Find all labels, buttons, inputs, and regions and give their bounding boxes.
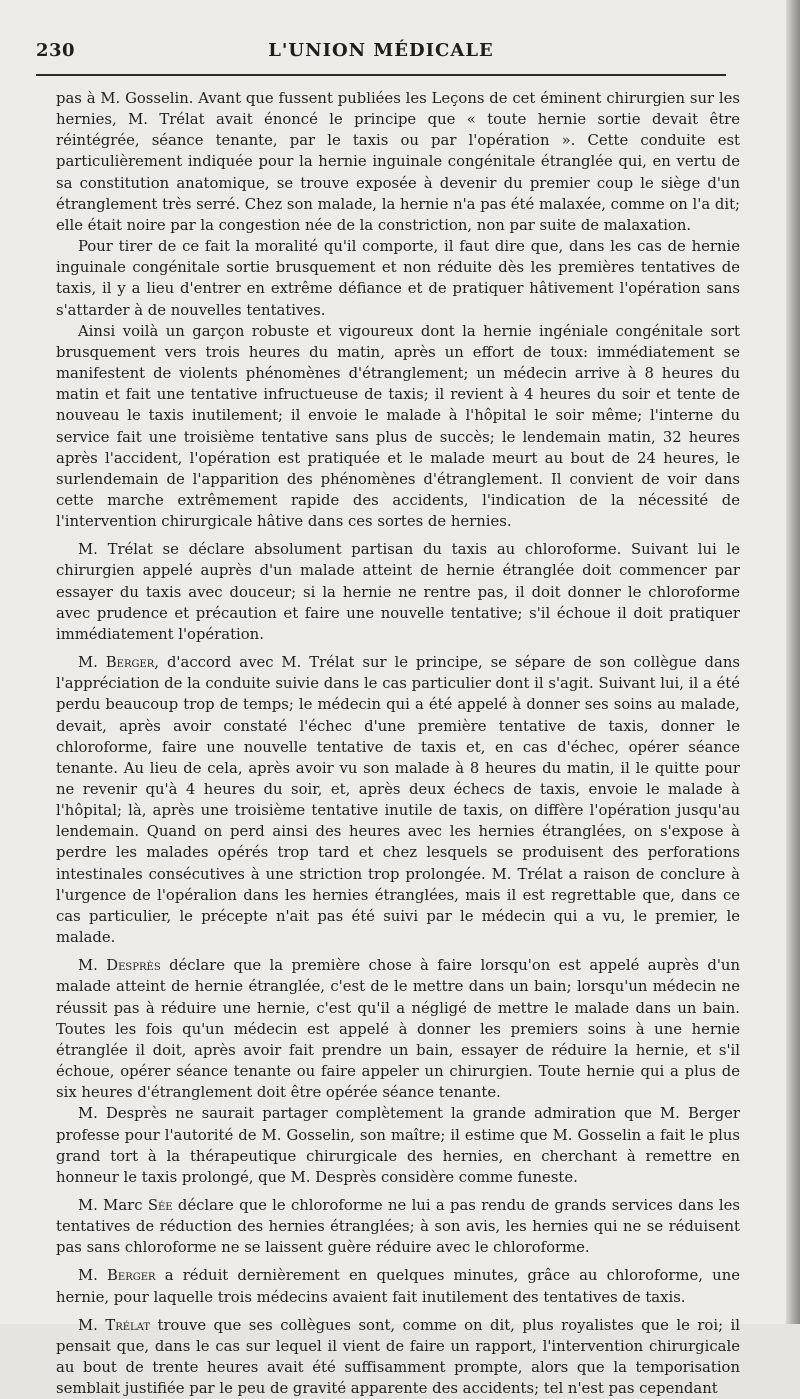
paragraph-text: déclare que la première chose à faire lorsqu'on est appelé auprès d'un malade atteint de hernie étranglée, c'est de le mettre dans un bain; lorsqu'un médecin ne réussit pas à réduire une hernie, c'est qu'il a négligé de mettre le malade dans un bain. Toutes les fois qu'un médecin est appelé à donner les premiers soins à une hernie étranglée il doit, après avoir fait prendre un bain, essayer de réduire la hernie, et s'il échoue, opérer séance tenante ou faire appeler un chirurgien. Toute hernie qui a plus de six heures d'étranglement doit être opérée séance tenante. (56, 957, 740, 1102)
speaker-name: Sée (147, 1196, 173, 1214)
paragraph-text: trouve que ses collègues sont, comme on dit, plus royalistes que le roi; il pensait que, dans le cas sur lequel il vient de faire un rapport, l'intervention chirurgicale au bout de trente heures avait été suffisamment prompte, alors que la temporisation semblait justifiée par le peu de gravité apparente des accidents; tel n'est pas cependant (56, 1316, 740, 1398)
paragraph (56, 1195, 740, 1258)
speaker-name: Berger (107, 1267, 156, 1285)
page-edge-shadow (786, 0, 800, 1324)
paragraph (56, 1103, 740, 1188)
paragraph-text: M. Desprès ne saurait partager complètement la grande admiration que M. Berger professe pour l'autorité de M. Gosselin, son maître; il estime que M. Gosselin a fait le plus grand tort à la thérapeutique chirurgicale des hernies, en cherchant à remettre en honneur le taxis prolongé, que M. Desprès considère comme funeste. (56, 1105, 740, 1186)
speaker-name: Trélat (105, 1316, 151, 1334)
paragraph-text: M. Trélat se déclare absolument partisan du taxis au chloroforme. Suivant lui le chirurgien appelé auprès d'un malade atteint de hernie étranglée doit commencer par essayer du taxis avec douceur; si la hernie ne rentre pas, il doit donner le chloroforme avec prudence et précaution et faire une nouvelle tentative; s'il échoue il doit pratiquer immédiatement l'opération. (56, 541, 740, 643)
paragraph (56, 1315, 740, 1399)
paragraph-text: déclare que le chloroforme ne lui a pas rendu de grands services dans les tentatives de réduction des hernies étranglées; à son avis, les hernies qui ne se réduisent pas sans chloroforme ne se laissent guère réduire avec le chloroforme. (56, 1196, 740, 1257)
paragraph (56, 88, 740, 236)
page-number: 230 (36, 40, 76, 61)
paragraph (56, 955, 740, 1103)
running-header (36, 36, 726, 64)
paragraph (56, 236, 740, 321)
paragraph (56, 539, 740, 645)
speaker-name: M. Desprès (78, 957, 161, 975)
speaker-prefix: M. (78, 1267, 108, 1285)
paragraph-text: Pour tirer de ce fait la moralité qu'il comporte, il faut dire que, dans les cas de hernie inguinale congénitale sortie brusquement et non réduite dès les premières tentatives de taxis, il y a lieu d'entrer en extrême défiance et de pratiquer hâtivement l'opération sans s'attarder à de nouvelles tentatives. (56, 238, 740, 319)
paragraph (56, 321, 740, 533)
header-rule (36, 74, 726, 76)
journal-title: L'UNION MÉDICALE (268, 40, 494, 61)
paragraph (56, 1265, 740, 1307)
paragraph-text: pas à M. Gosselin. Avant que fussent publiées les Leçons de cet éminent chirurgien sur les hernies, M. Trélat avait énoncé le principe que « toute hernie sortie devait être réintégrée, séance tenante, par le taxis ou par l'opération ». Cette conduite est particulièrement indiquée pour la hernie inguinale congénitale étranglée qui, en vertu de sa constitution anatomique, se trouve exposée à devenir du premier coup le siège d'un étranglement très serré. Chez son malade, la hernie n'a pas été malaxée, comme on l'a dit; elle était noire par la congestion née de la constriction, non par suite de malaxation. (56, 90, 740, 234)
paragraph-text: a réduit dernièrement en quelques minutes, grâce au chloroforme, une hernie, pour laquelle trois médecins avaient fait inutilement des tentatives de taxis. (56, 1267, 740, 1306)
paragraph-text: Ainsi voilà un garçon robuste et vigoureux dont la hernie ingéniale congénitale sort brusquement vers trois heures du matin, après un effort de toux: immédiatement se manifestent de violents phénomènes d'étranglement; un médecin arrive à 8 heures du matin et fait une tentative infructueuse de taxis; il revient à 4 heures du soir et tente de nouveau le taxis inutilement; il envoie le malade à l'hôpital le soir même; l'interne du service fait une troisième tentative sans plus de succès; le lendemain matin, 32 heures après l'accident, l'opération est pratiquée et le malade meurt au bout de 24 heures, le surlendemain de l'apparition des phénomènes d'étranglement. Il convient de voir dans cette marche extrêmement rapide des accidents, l'indication de la nécessité de l'intervention chirurgicale hâtive dans ces sortes de hernies. (56, 322, 740, 531)
speaker-prefix: M. (78, 1316, 106, 1334)
article-body (56, 88, 740, 1399)
speaker-prefix: M. Marc (78, 1196, 148, 1214)
paragraph-text: d'accord avec M. Trélat sur le principe, se sépare de son collègue dans l'appréciation de la conduite suivie dans le cas particulier dont il s'agit. Suivant lui, il a été perdu beaucoup trop de temps; le médecin qui a été appelé à donner ses soins au malade, devait, après avoir constaté l'échec d'une première tentative de taxis, donner le chloroforme, faire une nouvelle tentative de taxis et, en cas d'échec, opérer séance tenante. Au lieu de cela, après avoir vu son malade à 8 heures du matin, il le quitte pour ne revenir qu'à 4 heures du soir, et, après deux échecs de taxis, envoie le malade à l'hôpital; là, après une troisième tentative inutile de taxis, on diffère l'opération jusqu'au lendemain. Quand on perd ainsi des heures avec les hernies étranglées, on s'expose à perdre les malades opérés trop tard et chez lesquels se produisent des perforations intestinales consécutives à une striction trop prolongée. M. Trélat a raison de conclure à l'urgence de l'opéralion dans les hernies étranglées, mais il est regrettable que, dans ce cas particulier, le précepte n'ait pas été suivi par le médecin qui a vu, le premier, le malade. (56, 654, 740, 947)
paragraph (56, 652, 740, 948)
speaker-name: M. Berger, (78, 654, 160, 672)
